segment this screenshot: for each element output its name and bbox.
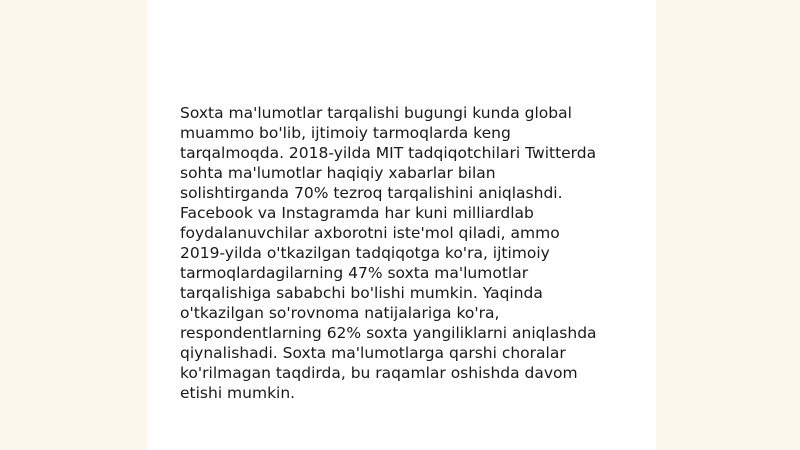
body-paragraph: Soxta ma'lumotlar tarqalishi bugungi kunda global muammo bo'lib, ijtimoiy tarmoqlarda keng tarqalmoqda. 2018-yilda MIT tadqiqotchilari Twitterda sohta ma'lumotlar haqiqiy xabarlar bilan solishtirganda 70% tezroq tarqalishini aniqlashdi. Facebook va Instagramda har kuni milliardlab foydalanuvchilar axborotni iste'mol qiladi, ammo 2019-yilda o'tkazilgan tadqiqotga ko'ra, ijtimoiy tarmoqlardagilarning 47% soxta ma'lumotlar tarqalishiga sababchi bo'lishi mumkin. Yaqinda o'tkazilgan so'rovnoma natijalariga ko'ra, respondentlarning 62% soxta yangiliklarni aniqlashda qiynalishadi. Soxta ma'lumotlarga qarshi choralar ko'rilmagan taqdirda, bu raqamlar oshishda davom etishi mumkin. xyxy=(180,104,597,402)
document-page xyxy=(147,0,656,450)
